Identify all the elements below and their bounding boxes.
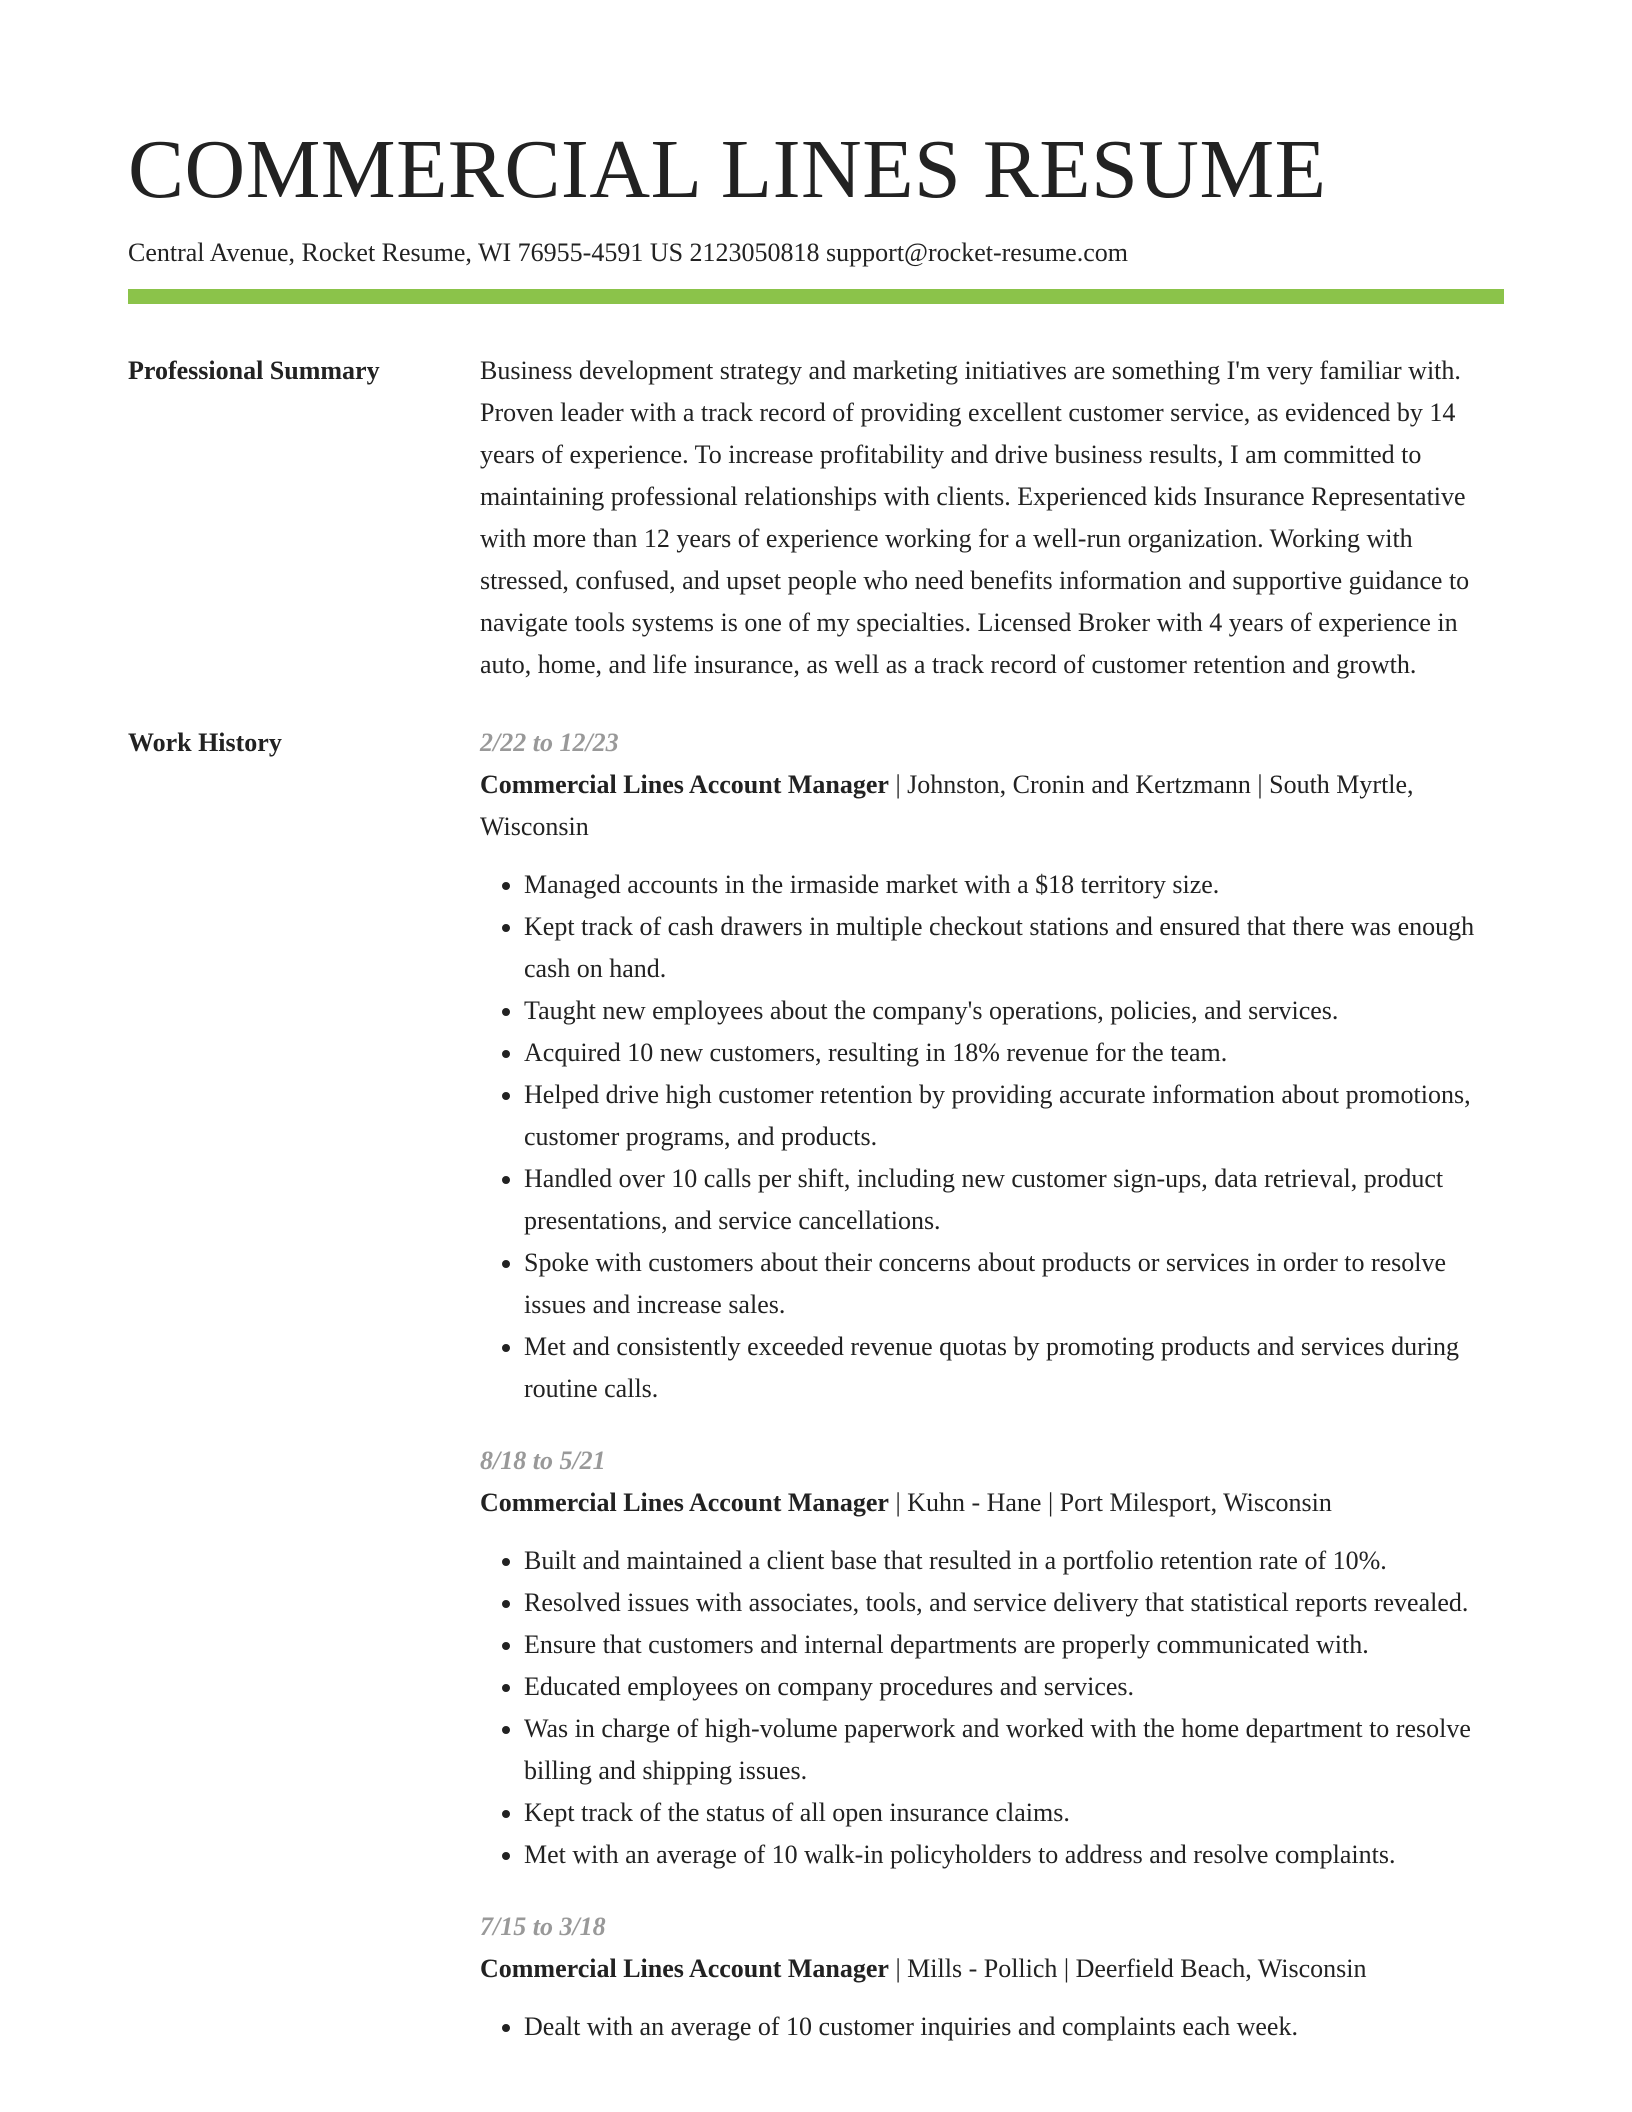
job-title: Commercial Lines Account Manager [480,1954,889,1983]
job-bullet: • Dealt with an average of 10 customer inquiries and complaints each week. [524,2006,1504,2048]
job-bullet: • Educated employees on company procedures and services. [524,1666,1504,1708]
job-bullet-list [480,2006,1504,2048]
job-bullet: • Met with an average of 10 walk-in policyholders to address and resolve complaints. [524,1834,1504,1876]
summary-body [480,350,1504,686]
job-bullet: • Resolved issues with associates, tools, and service delivery that statistical reports revealed. [524,1582,1504,1624]
job-bullet: • Met and consistently exceeded revenue quotas by promoting products and services during routine calls. [524,1326,1504,1410]
job-bullet-list [480,1540,1504,1876]
job-bullet-list [480,864,1504,1410]
job-bullet: • Ensure that customers and internal departments are properly communicated with. [524,1624,1504,1666]
job-bullet: • Helped drive high customer retention by providing accurate information about promotions, customer programs, and products. [524,1074,1504,1158]
resume-title: COMMERCIAL LINES RESUME [128,123,1327,216]
job-bullet: • Managed accounts in the irmaside market with a $18 territory size. [524,864,1504,906]
job-bullet: • Kept track of the status of all open insurance claims. [524,1792,1504,1834]
work-history-section [128,722,1504,2078]
section-title-summary: Professional Summary [128,356,380,385]
job-entry [480,722,1504,1410]
job-dates: 7/15 to 3/18 [480,1912,606,1941]
job-entry [480,1440,1504,1876]
job-employer-location: | Kuhn - Hane | Port Milesport, Wisconsin [888,1488,1332,1517]
job-heading [480,764,1504,848]
job-employer-location: | Johnston, Cronin and Kertzmann | South Myrtle, Wisconsin [480,770,1414,841]
job-dates: 8/18 to 5/21 [480,1446,606,1475]
section-title-work: Work History [128,728,282,757]
job-bullet: • Kept track of cash drawers in multiple checkout stations and ensured that there was enough cash on hand. [524,906,1504,990]
summary-text: Business development strategy and marketing initiatives are something I'm very familiar with. Proven leader with a track record of providing excellent customer service, as evidenced by 14 years of experience. To increase profitability and drive business results, I am committed to maintaining professional relationships with clients. Experienced kids Insurance Representative with more than 12 years of experience working for a well-run organization. Working with stressed, confused, and upset people who need benefits information and supportive guidance to navigate tools systems is one of my specialties. Licensed Broker with 4 years of experience in auto, home, and life insurance, as well as a track record of customer retention and growth. [480,356,1470,679]
job-heading [480,1482,1504,1524]
job-bullet: • Spoke with customers about their concerns about products or services in order to resolve issues and increase sales. [524,1242,1504,1326]
contact-line: Central Avenue, Rocket Resume, WI 76955-4591 US 2123050818 support@rocket-resume.com [128,238,1128,267]
professional-summary-section [128,350,1504,686]
job-bullet: • Handled over 10 calls per shift, including new customer sign-ups, data retrieval, product presentations, and service cancellations. [524,1158,1504,1242]
job-title: Commercial Lines Account Manager [480,1488,889,1517]
job-bullet: • Acquired 10 new customers, resulting in 18% revenue for the team. [524,1032,1504,1074]
job-entry [480,1906,1504,2048]
job-bullet: • Taught new employees about the company's operations, policies, and services. [524,990,1504,1032]
job-dates: 2/22 to 12/23 [480,728,619,757]
work-history-body [480,722,1504,2078]
job-employer-location: | Mills - Pollich | Deerfield Beach, Wisconsin [888,1954,1367,1983]
job-bullet: • Was in charge of high-volume paperwork and worked with the home department to resolve billing and shipping issues. [524,1708,1504,1792]
accent-divider [128,289,1504,304]
job-title: Commercial Lines Account Manager [480,770,889,799]
job-bullet: • Built and maintained a client base that resulted in a portfolio retention rate of 10%. [524,1540,1504,1582]
job-heading [480,1948,1504,1990]
